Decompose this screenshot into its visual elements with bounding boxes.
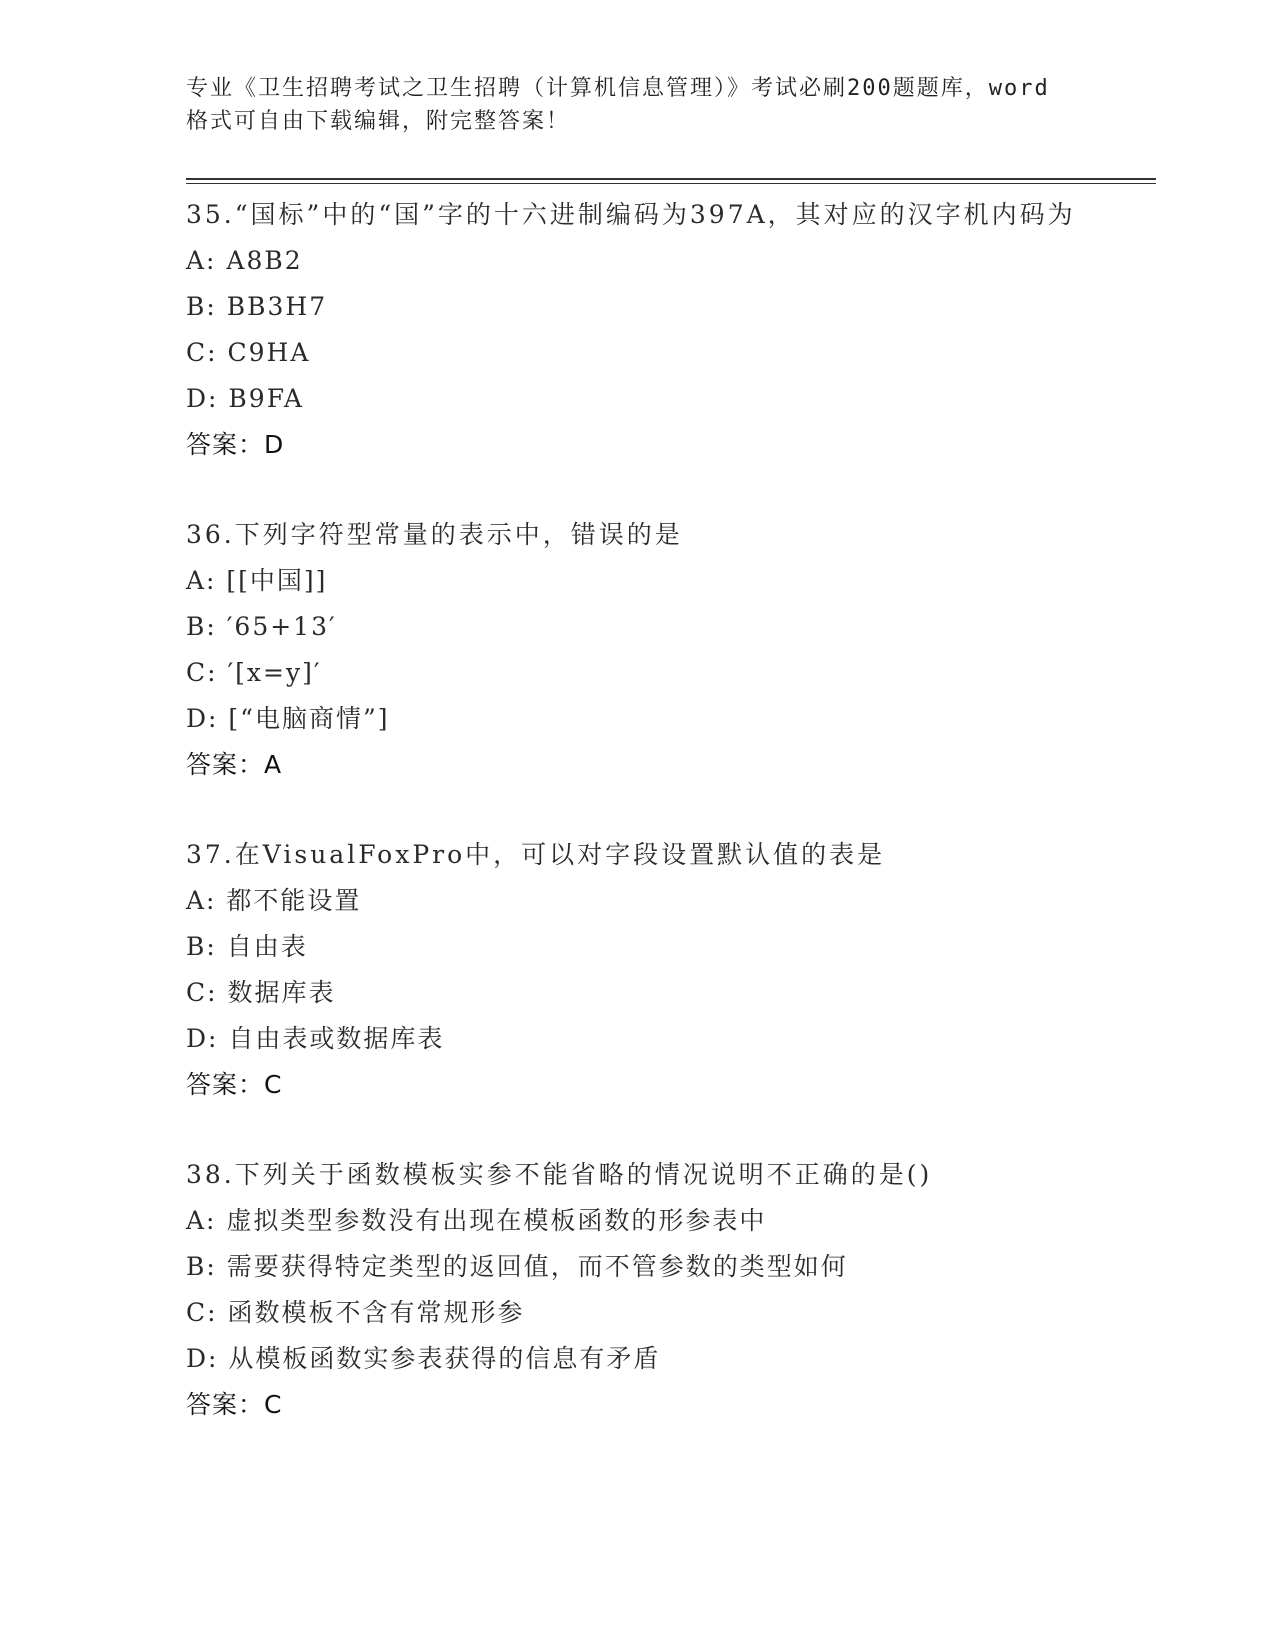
answer-line: 答案：C bbox=[186, 1390, 283, 1419]
option-c: C: ′[x=y]′ bbox=[186, 658, 322, 687]
option-d: D: B9FA bbox=[186, 384, 304, 413]
option-d: D: 自由表或数据库表 bbox=[186, 1024, 445, 1053]
question-text: 37.在VisualFoxPro中，可以对字段设置默认值的表是 bbox=[186, 840, 886, 869]
answer-line: 答案：D bbox=[186, 430, 285, 459]
option-b: B: 自由表 bbox=[186, 932, 308, 961]
answer-line: 答案：A bbox=[186, 750, 283, 779]
option-a: A: 都不能设置 bbox=[186, 886, 362, 915]
option-a: A: [[中国]] bbox=[186, 566, 328, 595]
document-page bbox=[186, 72, 1156, 1428]
option-b: B: 需要获得特定类型的返回值，而不管参数的类型如何 bbox=[186, 1252, 848, 1281]
question-text: 35.“国标”中的“国”字的十六进制编码为397A，其对应的汉字机内码为 bbox=[186, 200, 1076, 229]
question-text: 36.下列字符型常量的表示中，错误的是 bbox=[186, 520, 683, 549]
question-text: 38.下列关于函数模板实参不能省略的情况说明不正确的是() bbox=[186, 1160, 933, 1189]
option-c: C: C9HA bbox=[186, 338, 311, 367]
header-line-2: 格式可自由下载编辑，附完整答案！ bbox=[186, 109, 571, 134]
question-35 bbox=[186, 192, 1156, 468]
option-a: A: 虚拟类型参数没有出现在模板函数的形参表中 bbox=[186, 1206, 767, 1235]
header-line-1: 专业《卫生招聘考试之卫生招聘（计算机信息管理）》考试必刷200题题库，word bbox=[186, 76, 1050, 101]
document-header bbox=[186, 72, 1156, 138]
question-36 bbox=[186, 512, 1156, 788]
answer-line: 答案：C bbox=[186, 1070, 283, 1099]
header-divider bbox=[186, 178, 1156, 184]
option-b: B: ′65+13′ bbox=[186, 612, 337, 641]
option-b: B: BB3H7 bbox=[186, 292, 328, 321]
option-a: A: A8B2 bbox=[186, 246, 303, 275]
question-38 bbox=[186, 1152, 1156, 1428]
option-c: C: 数据库表 bbox=[186, 978, 336, 1007]
option-c: C: 函数模板不含有常规形参 bbox=[186, 1298, 525, 1327]
option-d: D: [“电脑商情”] bbox=[186, 704, 390, 733]
question-37 bbox=[186, 832, 1156, 1108]
option-d: D: 从模板函数实参表获得的信息有矛盾 bbox=[186, 1344, 661, 1373]
